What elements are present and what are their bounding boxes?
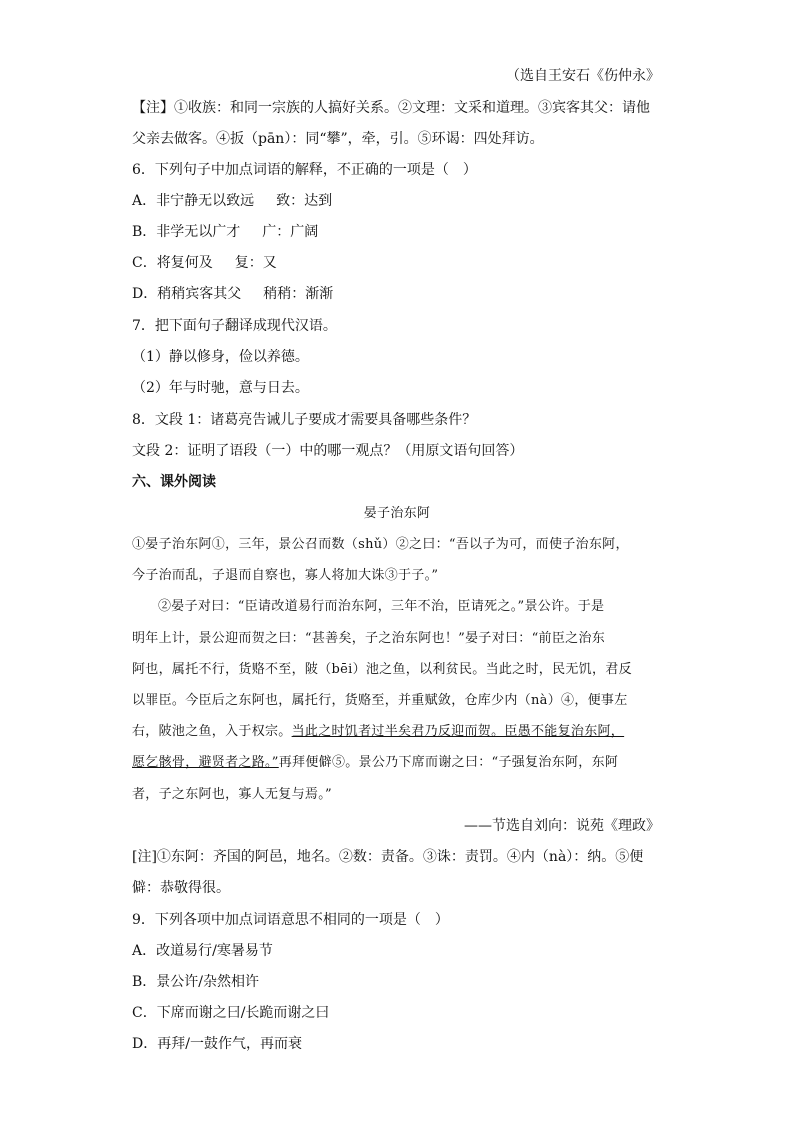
passage-line-6: 以罪臣。今臣后之东阿也，属托行，货赂至，并重赋敛，仓库少内（nà）④，便事左: [132, 693, 628, 708]
passage-line-3: ②晏子对曰：“臣请改道易行而治东阿，三年不治，臣请死之。”景公许。于是: [158, 599, 605, 614]
passage-line-4: 明年上计，景公迎而贺之曰：“甚善矣，子之治东阿也！”晏子对曰：“前臣之治东: [132, 631, 606, 646]
note-2-line-2: 僻：恭敬得很。: [132, 880, 230, 896]
q6-option-b: B．非学无以广才 广：广阔: [132, 224, 319, 240]
passage-line-1: ①晏子治东阿①，三年，景公召而数（shǔ）②之曰：“吾以子为可，而使子治东阿，: [132, 537, 629, 552]
passage-line-9: 者，子之东阿也，寡人无复与焉。”: [132, 787, 332, 802]
q9-option-c: C．下席而谢之曰/长跪而谢之曰: [132, 1005, 330, 1021]
q6-option-d: D．稍稍宾客其父 稍稍：渐渐: [132, 286, 334, 302]
note-1-line-1: 【注】①收族：和同一宗族的人搞好关系。②文理：文采和道理。③宾客其父：请他: [132, 100, 650, 116]
q9-option-d: D．再拜/一鼓作气，再而衰: [132, 1036, 302, 1052]
q6-option-a: A．非宁静无以致远 致：达到: [132, 193, 333, 209]
q7-item-1: （1）静以修身，俭以养德。: [132, 349, 309, 365]
source-citation-2: ——节选自刘向：说苑《理政》: [464, 818, 660, 834]
question-6: 6．下列句子中加点词语的解释，不正确的一项是（ ）: [132, 162, 477, 178]
passage-line-5: 阿也，属托不行，货赂不至，陂（bēi）池之鱼，以利贫民。当此之时，民无饥，君反: [132, 662, 632, 677]
q7-item-2: （2）年与时驰，意与日去。: [132, 380, 309, 396]
question-8-part-2: 文段 2：证明了语段（一）中的哪一观点？（用原文语句回答）: [132, 443, 524, 459]
note-2-line-1: [注]①东阿：齐国的阿邑，地名。②数：责备。③诛：责罚。④内（nà）：纳。⑤便: [132, 849, 644, 865]
q6-option-c: C．将复何及 复：又: [132, 255, 277, 271]
source-citation-1: （选自王安石《伤仲永》: [506, 68, 660, 84]
note-1-line-2: 父亲去做客。④扳（pān）：同“攀”，牵，引。⑤环谒：四处拜访。: [132, 131, 544, 147]
q9-option-a: A．改道易行/寒暑易节: [132, 943, 273, 959]
underlined-sentence-1: 当此之时饥者过半矣君乃反迎而贺。臣愚不能复治东阿，: [291, 724, 625, 739]
question-9: 9．下列各项中加点词语意思不相同的一项是（ ）: [132, 912, 449, 928]
passage-line-7: 右，陂池之鱼，入于权宗。当此之时饥者过半矣君乃反迎而贺。臣愚不能复治东阿，: [132, 724, 625, 739]
q9-option-b: B．景公许/杂然相许: [132, 974, 260, 990]
question-7: 7．把下面句子翻译成现代汉语。: [132, 318, 337, 334]
passage-line-8: 愿乞骸骨，避贤者之路。”再拜便僻⑤。景公乃下席而谢之曰：“子强复治东阿，东阿: [132, 755, 619, 770]
question-8-part-1: 8．文段 1：诸葛亮告诫儿子要成才需要具备哪些条件？: [132, 412, 477, 428]
section-heading-6: 六、课外阅读: [132, 474, 216, 490]
underlined-sentence-2: 愿乞骸骨，避贤者之路。”: [132, 755, 279, 770]
passage-line-2: 今子治而乱，子退而自察也，寡人将加大诛③于子。”: [132, 568, 439, 583]
passage-title: 晏子治东阿: [363, 506, 431, 521]
